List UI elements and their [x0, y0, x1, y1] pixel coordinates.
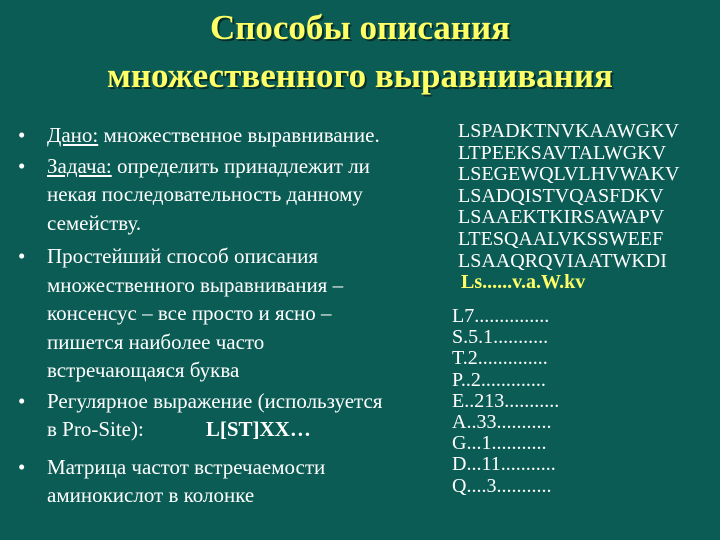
sequence-row: LSEGEWQLVLHVWAKV — [458, 163, 680, 186]
title-line-1: Способы описания — [209, 8, 511, 47]
task-line-3: семейству. — [47, 210, 142, 235]
bullet-marker: • — [18, 153, 26, 178]
task-line-2: некая последовательность данному — [47, 182, 363, 206]
sequence-row: LTESQAALVKSSWEEF — [458, 227, 664, 250]
matrix-line-2: аминокислот в колонке — [47, 483, 255, 507]
regex-line-1: Регулярное выражение (используется — [47, 388, 383, 413]
frequency-row: A..33........... — [452, 411, 552, 434]
bullet-matrix — [18, 453, 448, 510]
bullet-task — [18, 152, 448, 238]
task-text: определить принадлежит ли — [111, 153, 370, 178]
bullet-regex — [18, 387, 448, 444]
task-label: Задача: — [47, 153, 112, 178]
consensus-line-3: консенсус – все просто и ясно – — [47, 301, 332, 325]
frequency-row: G...1........... — [452, 432, 547, 455]
frequency-row: S.5.1........... — [452, 326, 549, 349]
sequence-row: LSAAQRQVIAATWKDI — [458, 249, 667, 272]
regex-pattern: L[ST]XX… — [205, 417, 311, 441]
frequency-row: P..2............. — [452, 368, 546, 391]
sequence-alignment — [458, 121, 720, 294]
regex-line-2-prefix: в Pro-Site): — [47, 417, 144, 441]
sequence-row: LTPEEKSAVTALWGKV — [458, 141, 667, 164]
frequency-row: Q....3........... — [452, 474, 552, 497]
matrix-line-1: Матрица частот встречаемости — [47, 454, 326, 479]
frequency-row: L7............... — [452, 305, 550, 327]
bullet-marker: • — [18, 244, 26, 268]
given-label: Дано: — [47, 123, 99, 147]
bullet-marker: • — [18, 123, 26, 147]
slide-title — [0, 4, 720, 100]
sequence-row: LSPADKTNVKAAWGKV — [458, 121, 679, 142]
frequency-matrix — [452, 306, 720, 497]
frequency-row: T.2.............. — [452, 347, 548, 370]
sequence-row: LSADQISTVQASFDKV — [458, 184, 664, 207]
given-text: множественное выравнивание. — [98, 123, 380, 147]
bullet-list — [18, 121, 448, 510]
consensus-line-4: пишется наиболее часто — [47, 329, 265, 354]
sequence-row: LSAAEKTKIRSAWAPV — [458, 206, 665, 229]
consensus-line-1: Простейший способ описания — [47, 244, 318, 268]
consensus-sequence: Ls......v.a.W.kv — [461, 271, 586, 294]
bullet-consensus — [18, 242, 448, 385]
bullet-marker: • — [18, 454, 26, 479]
bullet-marker: • — [18, 388, 26, 413]
title-line-2: множественного выравнивания — [107, 56, 613, 95]
consensus-line-2: множественного выравнивания – — [47, 272, 344, 297]
frequency-row: D...11........... — [452, 453, 556, 476]
frequency-row: E..213........... — [452, 389, 560, 412]
consensus-line-5: встречающаяся буква — [47, 358, 240, 382]
bullet-given — [18, 121, 448, 150]
